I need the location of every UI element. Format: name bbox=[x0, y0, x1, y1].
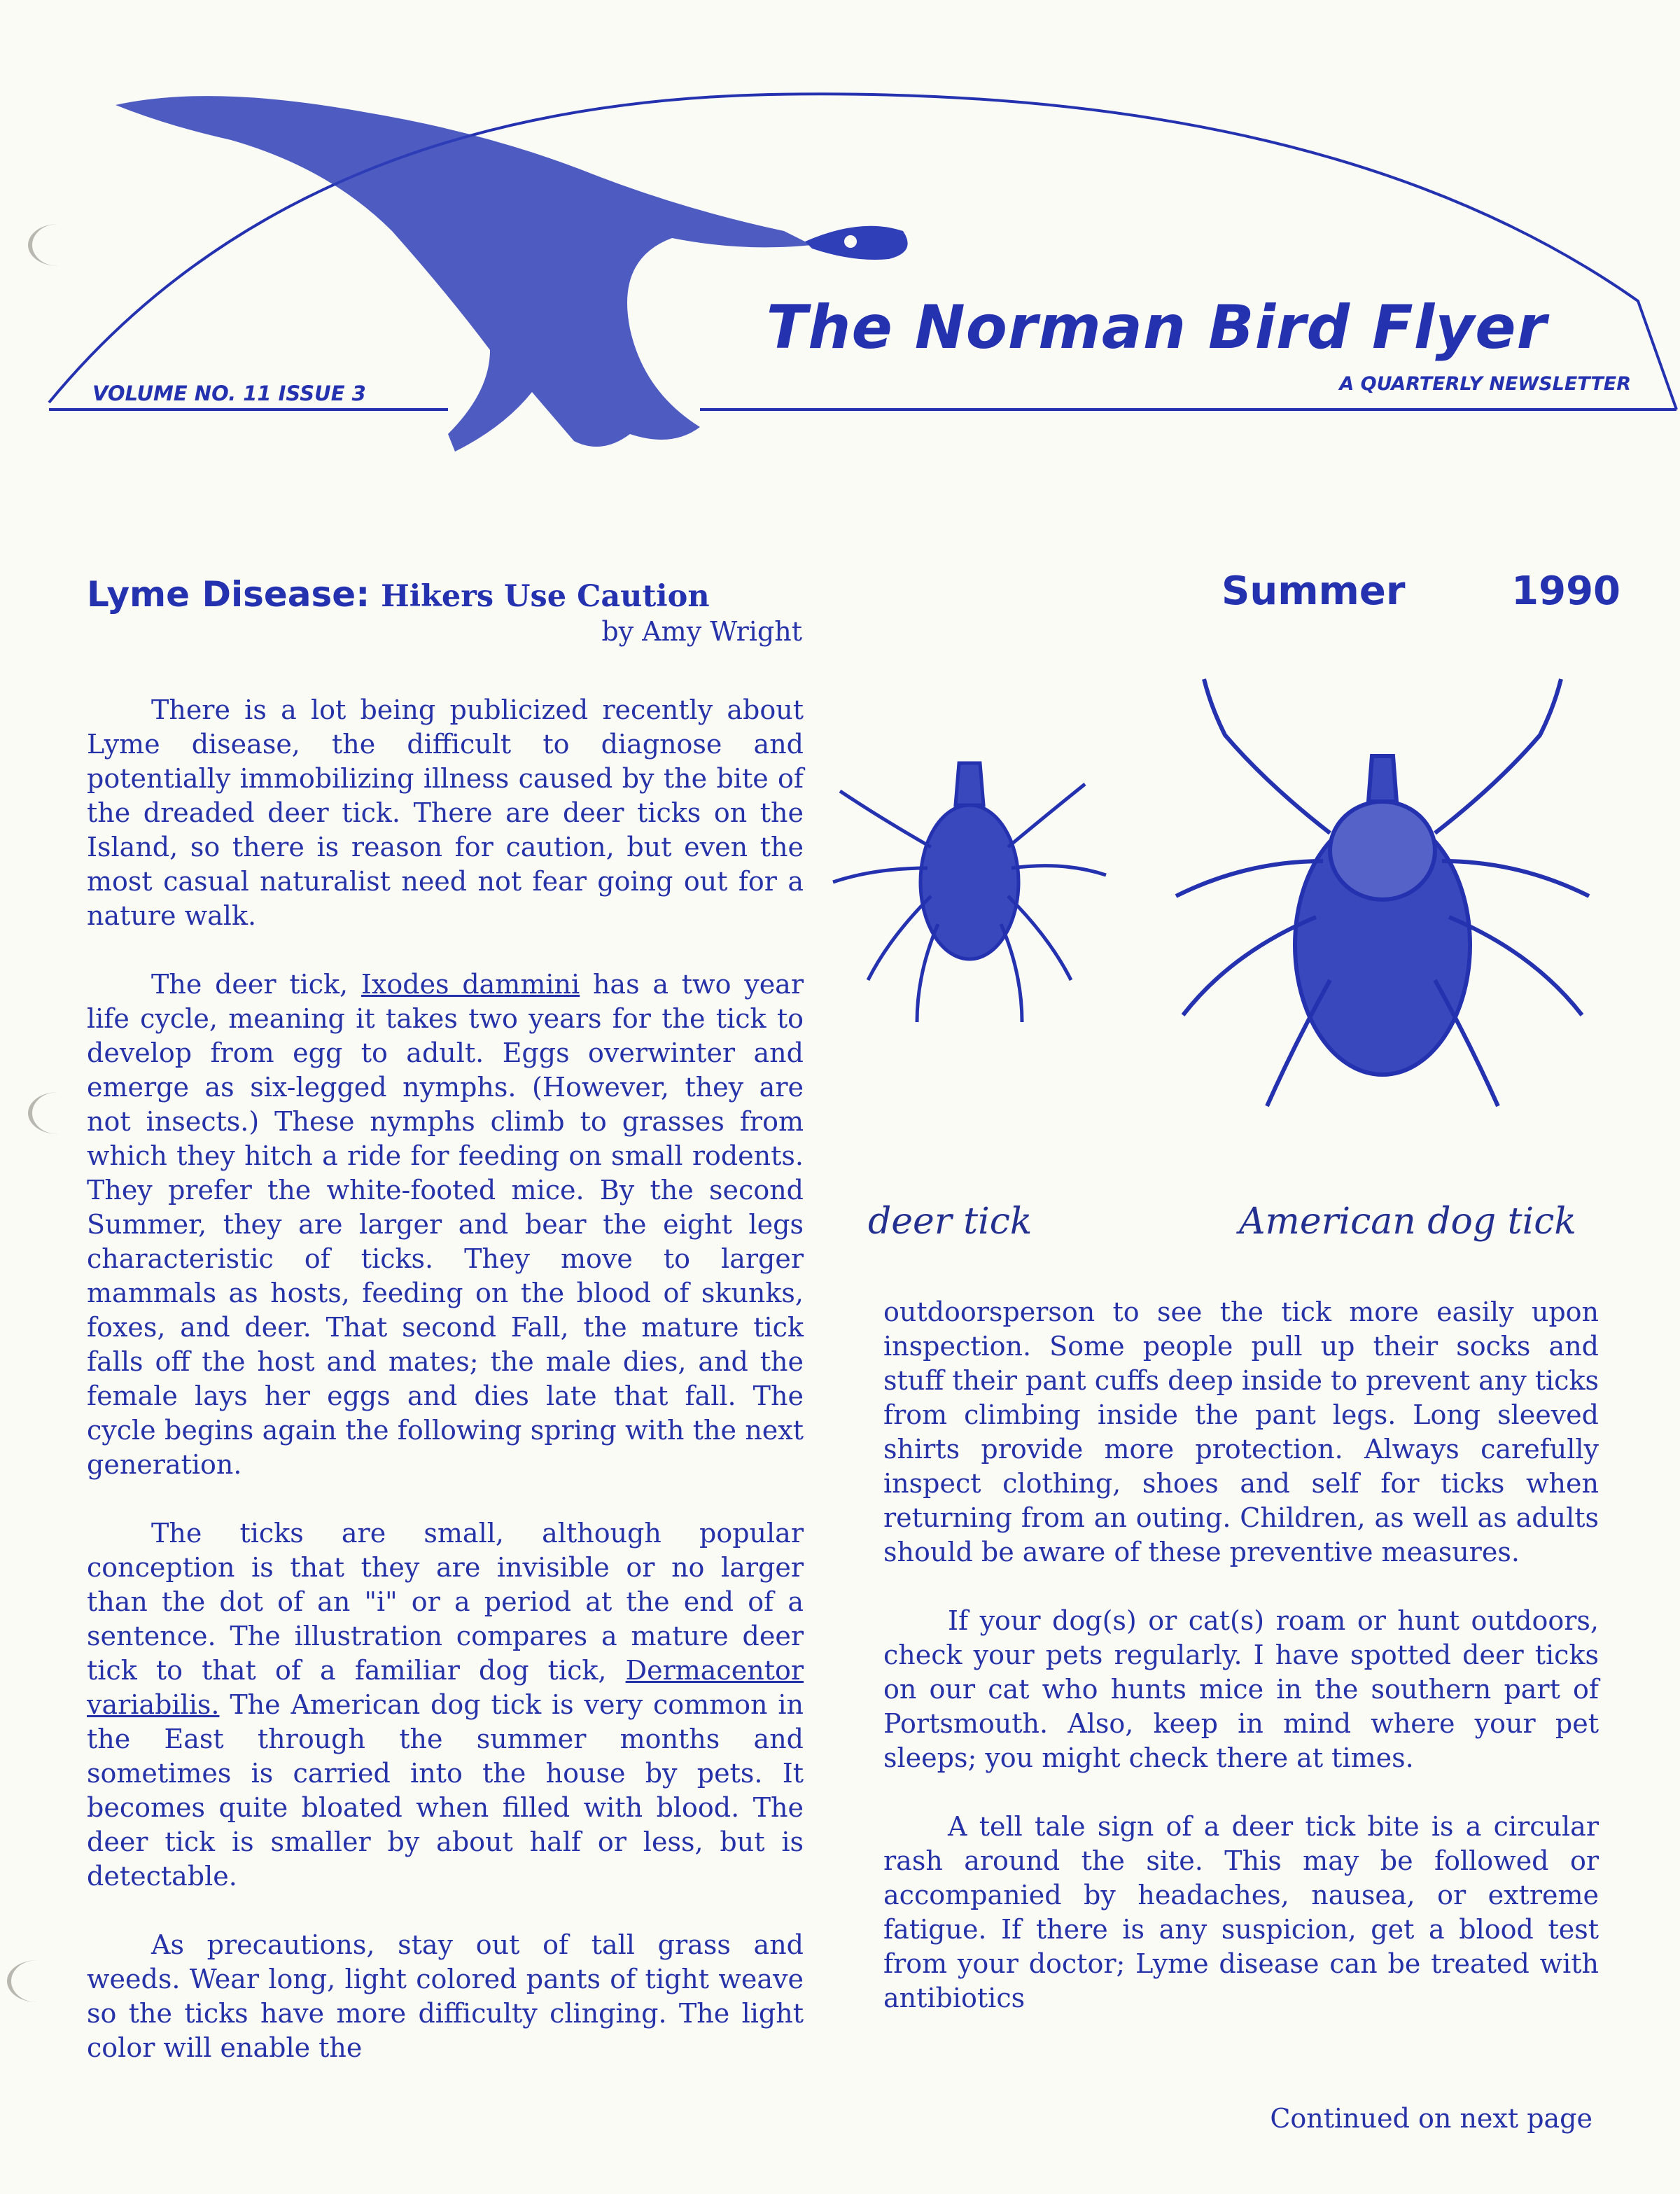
issue-year: 1990 bbox=[1511, 568, 1620, 614]
paragraph-2-start: The deer tick, bbox=[151, 969, 361, 1000]
newsletter-title: The Norman Bird Flyer bbox=[766, 293, 1547, 363]
deer-tick-illustration bbox=[833, 763, 1106, 1022]
masthead-artwork bbox=[0, 0, 1680, 490]
headline-part-1: Lyme Disease: bbox=[87, 574, 370, 615]
paragraph-3 bbox=[87, 1516, 804, 1894]
newsletter-subtitle: A QUARTERLY NEWSLETTER bbox=[1339, 373, 1631, 395]
article-headline bbox=[87, 574, 808, 615]
paragraph-1: There is a lot being publicized recently about Lyme disease, the difficult to diagnose and potentially immobilizing illness caused by the bite of the dreaded deer tick. There are deer ticks on the Island, so there is reason for caution, but even the most casual naturalist need not fear going out for a nature walk. bbox=[87, 694, 804, 931]
paragraph-6: If your dog(s) or cat(s) roam or hunt outdoors, check your pets regularly. I have spotted deer ticks on our cat who hunts mice in the southern part of Portsmouth. Also, keep in mind where your pet sleeps; you might check there at times. bbox=[883, 1605, 1599, 1773]
paragraph-7: A tell tale sign of a deer tick bite is a circular rash around the site. This may be followed or accompanied by headaches, nausea, or extreme fatigue. If there is any suspicion, get a blood test from your doctor; Lyme disease can be treated with antibiotics bbox=[883, 1811, 1599, 2013]
caption-american-dog-tick: American dog tick bbox=[1239, 1201, 1576, 1243]
paragraph-2 bbox=[87, 967, 804, 1482]
issue-date bbox=[1222, 568, 1620, 614]
punch-hole-mark bbox=[28, 1092, 88, 1134]
caption-deer-tick: deer tick bbox=[868, 1201, 1032, 1243]
paragraph-2-rest: has a two year life cycle, meaning it takes two years for the tick to develop from egg to adult. Eggs overwinter and emerge as six-legged nymphs. (However, they are not insects.) These nymphs climb to grasses from which they hitch a ride for feeding on small rodents. They prefer the white-footed mice. By the second Summer, they are larger and bear the eight legs characteristic of ticks. They move to larger mammals as hosts, feeding on the blood of skunks, foxes, and deer. That second Fall, the mature tick falls off the host and mates; the male dies, and the female lays her eggs and dies late that fall. The cycle begins again the following spring with the next generation. bbox=[87, 969, 804, 1480]
paragraph-5: outdoorsperson to see the tick more easily upon inspection. Some people pull up their socks and stuff their pant cuffs deep inside to prevent any ticks from climbing inside the pant legs. Long sleeved shirts provide more protection. Always carefully inspect clothing, shoes and self for ticks when returning from an outing. Children, as well as adults should be aware of these preventive measures. bbox=[883, 1297, 1599, 1567]
paragraph-3-start: The ticks are small, although popular conception is that they are invisible or no larger than the dot of an "i" or a period at the end of a sentence. The illustration compares a mature deer tick to that of a familiar dog tick, bbox=[87, 1518, 804, 1686]
latin-name-deer-tick: Ixodes dammini bbox=[360, 969, 580, 1000]
right-column bbox=[883, 1295, 1599, 2050]
paragraph-4: As precautions, stay out of tall grass and weeds. Wear long, light colored pants of tight weave so the ticks have more difficulty clinging. The light color will enable the bbox=[87, 1929, 804, 2063]
volume-issue: VOLUME NO. 11 ISSUE 3 bbox=[92, 382, 366, 405]
tick-illustration bbox=[812, 651, 1617, 1183]
continued-note: Continued on next page bbox=[1270, 2103, 1592, 2134]
punch-hole-mark bbox=[7, 1960, 67, 2002]
paragraph-3-rest: The American dog tick is very common in the East through the summer months and sometimes is carried into the house by pets. It becomes quite bloated when filled with blood. The deer tick is smaller by about half or less, but is detectable. bbox=[87, 1689, 804, 1892]
american-dog-tick-illustration bbox=[1176, 679, 1589, 1106]
headline-part-2: Hikers Use Caution bbox=[381, 579, 710, 614]
byline: by Amy Wright bbox=[601, 616, 802, 647]
punch-hole-mark bbox=[28, 224, 88, 266]
left-column bbox=[87, 693, 804, 2099]
issue-season: Summer bbox=[1222, 568, 1406, 614]
latin-name-dog-tick: Dermacentor variabilis. bbox=[87, 1655, 804, 1720]
